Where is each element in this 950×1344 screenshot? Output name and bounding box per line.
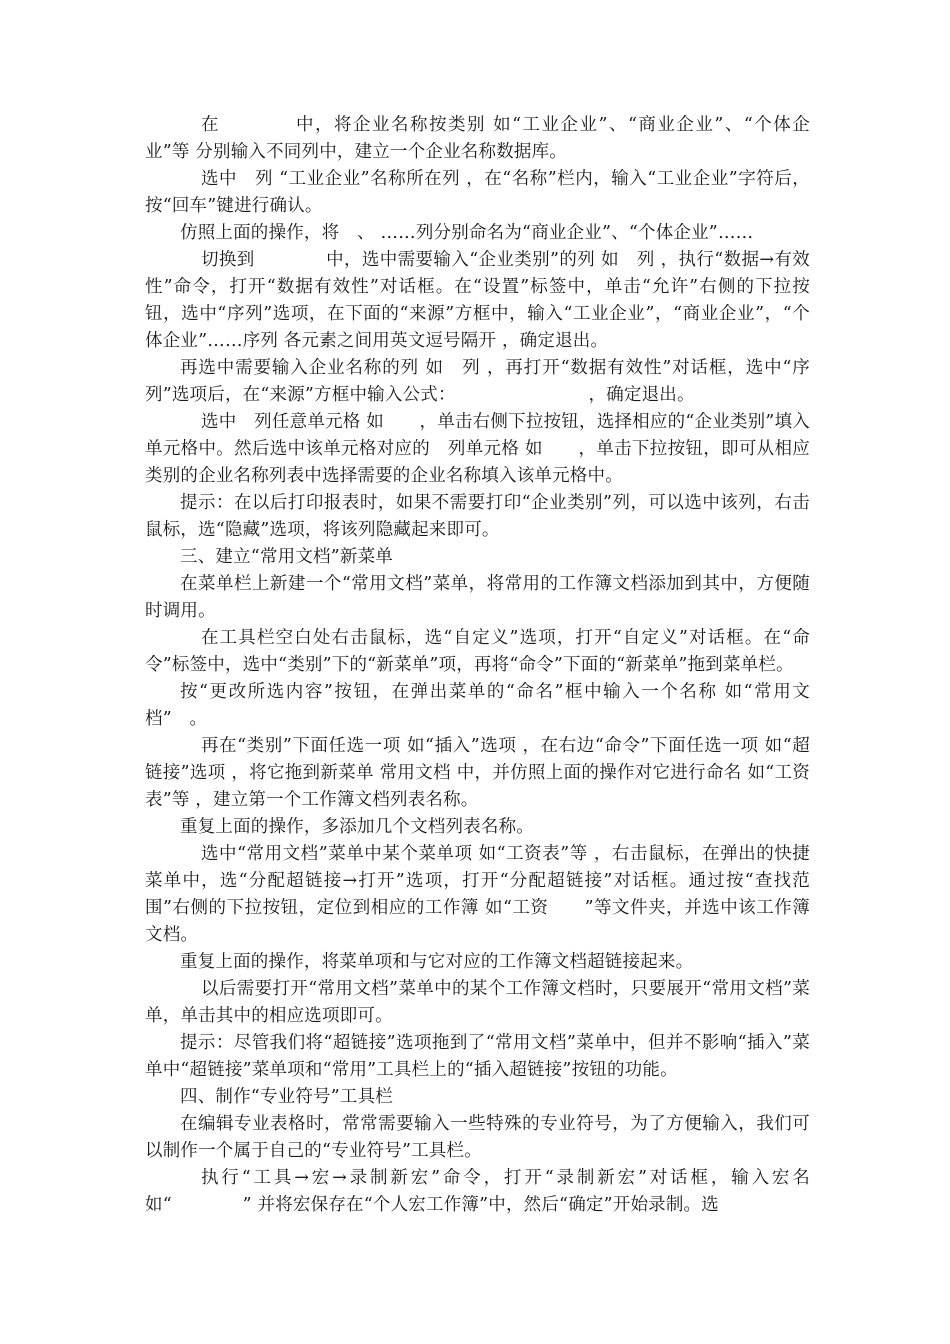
paragraph: 再在“类别”下面任选一项 如“插入”选项 ，在右边“命令”下面任选一项 如“超链接”选项 ，将它拖到新菜单 常用文档 中，并仿照上面的操作对它进行命名 如“工资表”等 ，建立第一个工作簿文档列表名称。 <box>145 736 810 810</box>
tip-paragraph: 提示：尽管我们将“超链接”选项拖到了“常用文档”菜单中，但并不影响“插入”菜单中“超链接”菜单项和“常用”工具栏上的“插入超链接”按钮的功能。 <box>145 1033 810 1080</box>
paragraph: 在 中，将企业名称按类别 如“工业企业”、“商业企业”、“个体企业”等 分别输入不同列中，建立一个企业名称数据库。 <box>145 115 810 162</box>
paragraph: 执行“工具→宏→录制新宏”命令，打开“录制新宏”对话框，输入宏名如“ ” 并将宏保存在“个人宏工作簿”中，然后“确定”开始录制。选 <box>145 1168 810 1215</box>
paragraph: 仿照上面的操作，将 、 ……列分别命名为“商业企业”、“个体企业”…… <box>180 223 754 243</box>
paragraph: 在菜单栏上新建一个“常用文档”菜单，将常用的工作簿文档添加到其中，方便随时调用。 <box>145 574 810 621</box>
paragraph: 选中“常用文档”菜单中某个菜单项 如“工资表”等 ，右击鼠标，在弹出的快捷菜单中，选“分配超链接→打开”选项，打开“分配超链接”对话框。通过按“查找范围”右侧的下拉按钮，定位到相应的工作簿 如“工资 ”等文件夹，并选中该工作簿文档。 <box>145 844 810 945</box>
paragraph: 选中 列任意单元格 如 ，单击右侧下拉按钮，选择相应的“企业类别”填入单元格中。然后选中该单元格对应的 列单元格 如 ，单击下拉按钮，即可从相应类别的企业名称列表中选择需要的企业名称填入该单元格中。 <box>145 412 810 486</box>
section-heading: 四、制作“专业符号”工具栏 <box>180 1087 393 1107</box>
paragraph: 重复上面的操作，将菜单项和与它对应的工作簿文档超链接起来。 <box>180 952 694 972</box>
document-body <box>145 112 810 1219</box>
paragraph: 重复上面的操作，多添加几个文档列表名称。 <box>180 817 534 837</box>
paragraph: 再选中需要输入企业名称的列 如 列 ，再打开“数据有效性”对话框，选中“序列”选项后，在“来源”方框中输入公式： ，确定退出。 <box>145 358 810 405</box>
paragraph: 以后需要打开“常用文档”菜单中的某个工作簿文档时，只要展开“常用文档”菜单，单击其中的相应选项即可。 <box>145 979 810 1026</box>
tip-paragraph: 提示：在以后打印报表时，如果不需要打印“企业类别”列，可以选中该列，右击鼠标，选“隐藏”选项，将该列隐藏起来即可。 <box>145 493 810 540</box>
paragraph: 按“更改所选内容”按钮，在弹出菜单的“命名”框中输入一个名称 如“常用文档” 。 <box>145 682 810 729</box>
paragraph: 选中 列 “工业企业”名称所在列 ，在“名称”栏内，输入“工业企业”字符后，按“回车”键进行确认。 <box>145 169 810 216</box>
paragraph: 在编辑专业表格时，常常需要输入一些特殊的专业符号，为了方便输入，我们可以制作一个属于自己的“专业符号”工具栏。 <box>145 1114 810 1161</box>
section-heading: 三、建立“常用文档”新菜单 <box>180 547 393 567</box>
paragraph: 切换到 中，选中需要输入“企业类别”的列 如 列 ，执行“数据→有效性”命令，打开“数据有效性”对话框。在“设置”标签中，单击“允许”右侧的下拉按钮，选中“序列”选项，在下面的“来源”方框中，输入“工业企业”，“商业企业”，“个体企业”……序列 各元素之间用英文逗号隔开 ，确定退出。 <box>145 250 810 351</box>
paragraph: 在工具栏空白处右击鼠标，选“自定义”选项，打开“自定义”对话框。在“命令”标签中，选中“类别”下的“新菜单”项，再将“命令”下面的“新菜单”拖到菜单栏。 <box>145 628 810 675</box>
